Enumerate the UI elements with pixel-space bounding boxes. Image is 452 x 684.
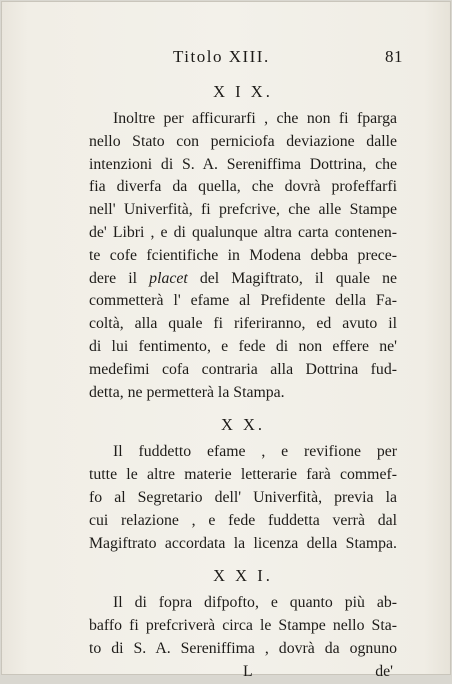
text-line: fo al Segretario dell' Univerfità, previa la (89, 488, 397, 506)
text-line: nell' Univerfità, fi prefcrive, che alle Stampe (89, 201, 397, 219)
text-fragment: dere il (89, 269, 138, 287)
text-line: baffo fi prefcriverà circa le Stampe nello Sta- (89, 617, 397, 635)
text-line: tutte le altre materie letterarie farà commef- (89, 466, 397, 484)
text-line: to di S. A. Sereniffima , dovrà da ognuno (89, 639, 397, 657)
text-line: te cofe fcientifiche in Modena debba prece- (89, 246, 397, 264)
text-line: coltà, alla quale fi riferiranno, ed avuto il (89, 315, 397, 333)
section-heading-xix: X I X. (213, 82, 273, 101)
text-line: nello Stato con perniciofa deviazione dalle (89, 132, 397, 150)
section-heading-xx: X X. (220, 415, 266, 435)
text-line: cui relazione , e fede fuddetta verrà dal (89, 511, 397, 529)
text-line: medefimi cofa contraria alla Dottrina fud- (89, 360, 397, 378)
text-line: Inoltre per afficurarfi , che non fi fparga (113, 110, 397, 127)
book-page (1, 1, 451, 680)
italic-term-placet: placet (149, 269, 188, 287)
text-line: detta, ne permetterà la Stampa. (89, 383, 285, 401)
page-header (173, 47, 403, 67)
running-title: Titolo XIII. (173, 47, 270, 66)
text-line: Il fuddetto efame , e revifione per (113, 443, 397, 461)
section-heading-xxi: X X I. (213, 566, 273, 586)
text-block (89, 77, 397, 684)
text-line (89, 268, 397, 291)
page-number: 81 (385, 47, 403, 66)
text-line: di lui fentimento, e fede di non effere ne' (89, 337, 397, 355)
text-fragment: del Magiftrato, il quale ne (199, 269, 397, 287)
signature-mark: L (243, 662, 253, 680)
text-line: Il di fopra difpofto, e quanto più ab- (113, 594, 397, 612)
text-line: Magiftrato accordata la licenza della Stampa. (89, 534, 397, 552)
text-line: intenzioni di S. A. Sereniffima Dottrina, che (89, 155, 397, 173)
text-line: de' Libri , e di qualunque altra carta contenen- (89, 223, 397, 241)
catchword: de' (375, 662, 393, 680)
text-line: fia diverfa da quella, che dovrà profeffarfi (89, 178, 397, 196)
text-line: commetterà l' efame al Prefidente della Fa- (89, 292, 397, 310)
signature-line (89, 661, 397, 684)
